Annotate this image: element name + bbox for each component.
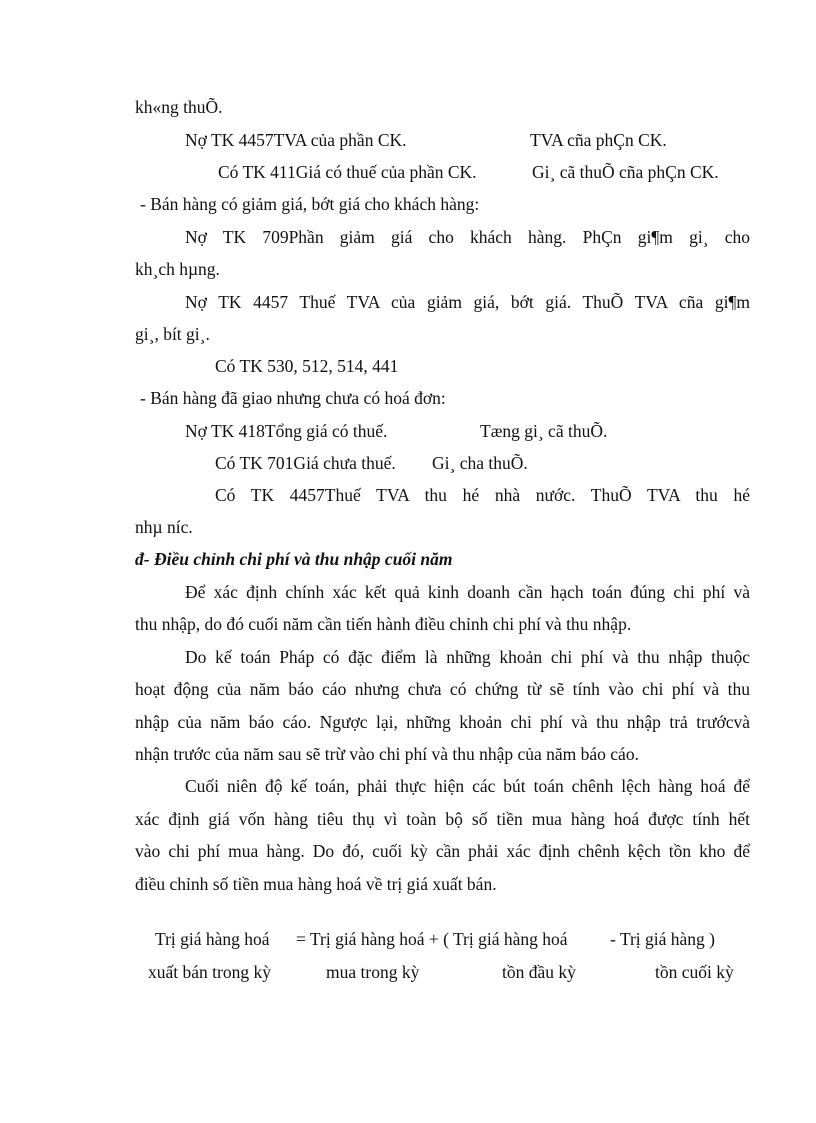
paragraph-line: xác định giá vốn hàng tiêu thụ vì toàn bộ số tiền mua hàng hoá được tính hết (135, 809, 750, 829)
text-line: Gi¸ cha thuÕ. (432, 453, 528, 473)
paragraph-line: Cuối niên độ kế toán, phải thực hiện các bút toán chênh lệch hàng hoá để (185, 776, 750, 796)
text-line: Nợ TK 709Phần giảm giá cho khách hàng. PhÇn gi¶m gi¸ cho (185, 227, 750, 247)
formula-term: xuất bán trong kỳ (148, 962, 271, 982)
formula-term: = Trị giá hàng hoá + ( Trị giá hàng hoá (296, 929, 568, 949)
text-line: Nợ TK 418Tổng giá có thuế. (185, 421, 388, 441)
paragraph-line: nhập của năm báo cáo. Ngược lại, những khoản chi phí và thu nhập trả trướcvà (135, 712, 750, 732)
text-line: Có TK 530, 512, 514, 441 (215, 356, 399, 376)
paragraph-line: Để xác định chính xác kết quả kinh doanh cần hạch toán đúng chi phí và (185, 582, 750, 602)
text-line: Nợ TK 4457 Thuế TVA của giảm giá, bớt giá. ThuÕ TVA cña gi¶m (185, 292, 750, 312)
paragraph-line: thu nhập, do đó cuối năm cần tiến hành điều chỉnh chi phí và thu nhập. (135, 614, 632, 634)
text-line: Có TK 411Giá có thuế của phần CK. (218, 162, 477, 182)
formula-term: tồn cuối kỳ (655, 962, 734, 982)
paragraph-line: vào chi phí mua hàng. Do đó, cuối kỳ cần phải xác định chênh kệch tồn kho để (135, 841, 750, 861)
paragraph-line: điều chỉnh số tiền mua hàng hoá về trị giá xuất bán. (135, 874, 497, 894)
paragraph-line: hoạt động của năm báo cáo nhưng chưa có chứng từ sẽ tính vào chi phí và thu (135, 679, 750, 699)
text-line: Nợ TK 4457TVA của phần CK. (185, 130, 407, 150)
text-line: TVA cña phÇn CK. (530, 130, 667, 150)
text-line: - Bán hàng đã giao nhưng chưa có hoá đơn: (140, 388, 446, 408)
text-line: Có TK 701Giá chưa thuế. (215, 453, 396, 473)
text-line: nhµ níc. (135, 517, 193, 537)
paragraph-line: nhận trước của năm sau sẽ trừ vào chi phí và thu nhập của năm báo cáo. (135, 744, 639, 764)
text-line: kh¸ch hµng. (135, 259, 220, 279)
section-heading: đ- Điều chỉnh chi phí và thu nhập cuối năm (135, 549, 453, 569)
text-line: Có TK 4457Thuế TVA thu hé nhà nước. ThuÕ TVA thu hé (215, 485, 750, 505)
formula-term: mua trong kỳ (326, 962, 420, 982)
text-line: Tæng gi¸ cã thuÕ. (480, 421, 608, 441)
text-line: - Bán hàng có giảm giá, bớt giá cho khách hàng: (140, 194, 480, 214)
text-line: Gi¸ cã thuÕ cña phÇn CK. (532, 162, 719, 182)
formula-term: tồn đầu kỳ (502, 962, 576, 982)
formula-term: Trị giá hàng hoá (155, 929, 270, 949)
text-line: gi¸, bít gi¸. (135, 324, 210, 344)
formula-term: - Trị giá hàng ) (610, 929, 715, 949)
text-line: kh«ng thuÕ. (135, 97, 223, 117)
paragraph-line: Do kế toán Pháp có đặc điểm là những khoản chi phí và thu nhập thuộc (185, 647, 750, 667)
